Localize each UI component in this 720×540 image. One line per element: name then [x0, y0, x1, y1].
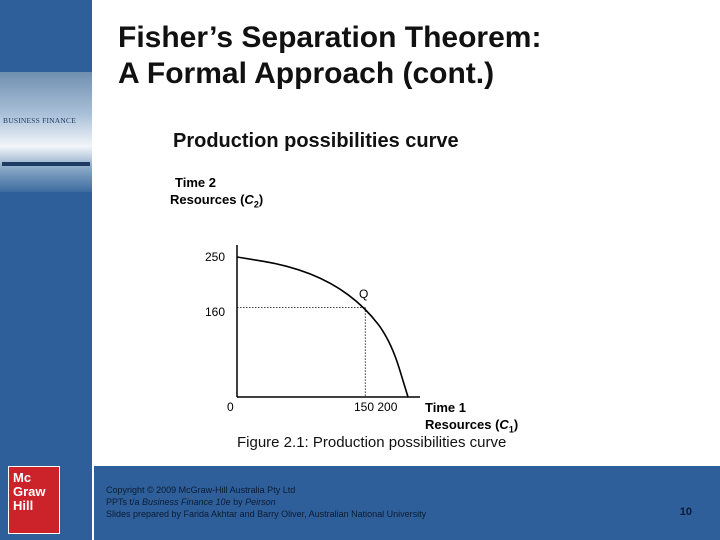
x-axis-label-line1: Time 1 [425, 400, 466, 415]
logo-line2: Graw [13, 484, 46, 499]
footer-credits [106, 484, 426, 520]
ppc-curve [237, 257, 408, 397]
logo-line3: Hill [13, 498, 34, 513]
origin-label: 0 [227, 400, 234, 414]
slide-subtitle: Production possibilities curve [173, 130, 459, 152]
x-axis-label-line2: Resources $(C_1)$ [425, 417, 519, 435]
page-number: 10 [679, 506, 692, 518]
footer-prepared: Slides prepared by Farida Akhtar and Barry Oliver, Australian National University [106, 509, 427, 519]
figure-caption: Figure 2.1: Production possibilities curve [237, 434, 507, 451]
title-line-1: Fisher’s Separation Theorem: [118, 21, 542, 54]
cover-title: BUSINESS FINANCE [3, 116, 77, 125]
logo-line1: Mc [13, 470, 32, 485]
footer-ppts: PPTs t/a Business Finance 10e by Peirson [106, 497, 276, 507]
point-q-label: Q [359, 287, 369, 301]
footer-bar [94, 466, 720, 540]
y-axis-label-line2: Resources $(C_2)$ [170, 192, 264, 210]
x-tick-labels: 150 200 [354, 400, 398, 414]
footer-copyright: Copyright © 2009 McGraw-Hill Australia Pty Ltd [106, 485, 296, 495]
y-tick-160: 160 [205, 305, 226, 319]
y-tick-250: 250 [205, 250, 226, 264]
y-axis-label-line1: Time 2 [175, 175, 216, 190]
title-line-2: A Formal Approach (cont.) [118, 57, 495, 90]
